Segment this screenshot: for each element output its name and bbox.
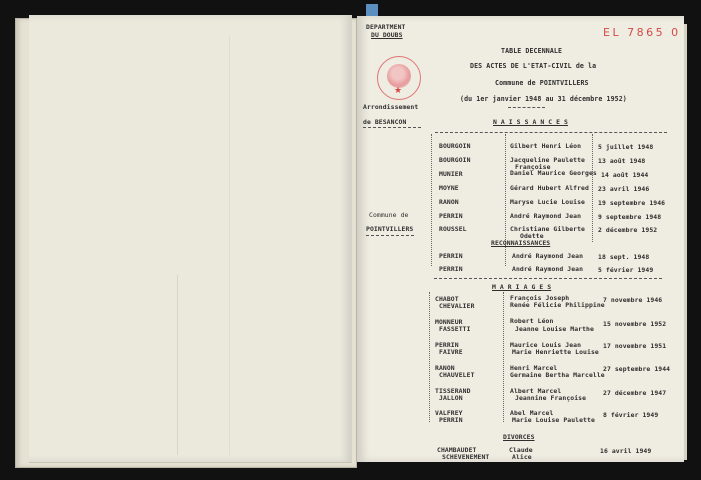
title-line-4: (du 1er janvier 1948 au 31 décembre 1952) [460, 95, 627, 103]
given-names: Jacqueline Paulette [510, 156, 586, 164]
given-names: Maryse Lucie Louise [510, 198, 586, 206]
surname-spouse-1: MONNEUR [435, 318, 463, 326]
surname-spouse-1: VALFREY [435, 409, 463, 417]
given-names: André Raymond Jean [510, 212, 582, 220]
title-line-1: TABLE DECENNALE [501, 47, 563, 55]
page-crease [229, 35, 230, 455]
date: 5 juillet 1948 [598, 143, 654, 151]
marianne-seal-icon [387, 64, 411, 88]
department-label: DEPARTMENT [366, 23, 406, 31]
given-names-spouse-1: Robert Léon [510, 317, 554, 325]
date: 23 avril 1946 [598, 185, 650, 193]
column-separator [429, 292, 430, 422]
given-names-spouse-1: Claude [509, 446, 533, 454]
given-names-spouse-1: Albert Marcel [510, 387, 562, 395]
surname: MOYNE [439, 184, 459, 192]
page-crease [177, 275, 178, 455]
given-names-spouse-2: Marie Louise Paulette [512, 416, 595, 424]
given-names: Gilbert Henri Léon [510, 142, 582, 150]
commune-name: POINTVILLERS [366, 225, 414, 233]
date: 13 août 1948 [598, 157, 646, 165]
surname-spouse-1: RANON [435, 364, 455, 372]
column-separator [503, 292, 504, 422]
surname-spouse-2: JALLON [439, 394, 463, 402]
date: 16 avril 1949 [600, 447, 652, 455]
reference-number: EL 7865 0 [603, 26, 681, 39]
department-name: DU DOUBS [371, 31, 403, 39]
given-names: Daniel Maurice Georges [510, 169, 597, 177]
date: 27 septembre 1944 [603, 365, 671, 373]
date: 7 novembre 1946 [603, 296, 663, 304]
given-names-spouse-2: Jeanne Louise Marthe [515, 325, 594, 333]
surname-spouse-1: PERRIN [435, 341, 459, 349]
date: 17 novembre 1951 [603, 342, 667, 350]
surname-spouse-2: FASSETTI [439, 325, 471, 333]
title-line-2: DES ACTES DE L'ETAT-CIVIL de la [470, 62, 597, 70]
given-names-spouse-2: Germaine Bertha Marcelle [510, 371, 605, 379]
date: 27 décembre 1947 [603, 389, 667, 397]
star-icon: ★ [394, 86, 403, 96]
date: 19 septembre 1946 [598, 199, 666, 207]
section-title-divorces: DIVORCES [503, 433, 535, 441]
given-names: André Raymond Jean [512, 265, 584, 273]
given-names-spouse-2: Alice [512, 453, 532, 461]
arrondissement-label: Arrondissement [363, 103, 419, 111]
right-page [357, 16, 684, 462]
surname-spouse-2: PERRIN [439, 416, 463, 424]
page-edge [684, 24, 687, 460]
section-title-mariages: M A R I A G E S [492, 283, 552, 291]
surname: PERRIN [439, 265, 463, 273]
section-title-naissances: N A I S S A N C E S [493, 118, 569, 126]
surname-spouse-1: CHABOT [435, 295, 459, 303]
surname: MUNIER [439, 170, 463, 178]
given-names: Christiane Gilberte [510, 225, 586, 233]
column-separator [431, 134, 432, 266]
given-names-continued: Odette [520, 232, 544, 240]
given-names: André Raymond Jean [512, 252, 584, 260]
left-page-blank [29, 15, 352, 462]
date: 9 septembre 1948 [598, 213, 662, 221]
subsection-title-reconnaissances: RECONNAISSANCES [491, 239, 551, 247]
surname-spouse-2: CHAUVELET [439, 371, 475, 379]
given-names-spouse-1: François Joseph [510, 294, 570, 302]
table-bottom-rule [434, 278, 662, 279]
surname-spouse-2: FAIVRE [439, 348, 463, 356]
arrondissement-name: de BESANCON [363, 118, 407, 126]
divider [366, 235, 414, 236]
divider [363, 127, 421, 128]
surname: BOURGOIN [439, 156, 471, 164]
surname-spouse-1: TISSERAND [435, 387, 471, 395]
title-line-3: Commune de POINTVILLERS [495, 79, 589, 87]
given-names-spouse-2: Marie Henriette Louise [512, 348, 599, 356]
given-names-spouse-1: Maurice Louis Jean [510, 341, 582, 349]
surname-spouse-1: CHAMBAUDET [437, 446, 477, 454]
given-names-spouse-2: Renée Félicie Philippine [510, 301, 605, 309]
divider [508, 107, 545, 108]
given-names-spouse-1: Abel Marcel [510, 409, 554, 417]
surname: RANON [439, 198, 459, 206]
surname: PERRIN [439, 252, 463, 260]
date: 8 février 1949 [603, 411, 659, 419]
surname: BOURGOIN [439, 142, 471, 150]
date: 5 février 1949 [598, 266, 654, 274]
given-names: Gérard Hubert Alfred [510, 184, 589, 192]
date: 14 août 1944 [601, 171, 649, 179]
table-top-rule [435, 132, 667, 133]
surname: ROUSSEL [439, 225, 467, 233]
date: 2 décembre 1952 [598, 226, 658, 234]
surname-spouse-2: CHEVALIER [439, 302, 475, 310]
commune-label: Commune de [369, 211, 409, 219]
date: 15 novembre 1952 [603, 320, 667, 328]
surname-spouse-2: SCHEVENEMENT [442, 453, 490, 461]
column-separator [592, 134, 593, 242]
civil-registry-stamp [377, 56, 421, 100]
date: 18 sept. 1948 [598, 253, 650, 261]
given-names-spouse-1: Henri Marcel [510, 364, 558, 372]
surname: PERRIN [439, 212, 463, 220]
given-names-spouse-2: Jeannine Françoise [515, 394, 587, 402]
given-names-continued: Françoise [515, 163, 551, 171]
